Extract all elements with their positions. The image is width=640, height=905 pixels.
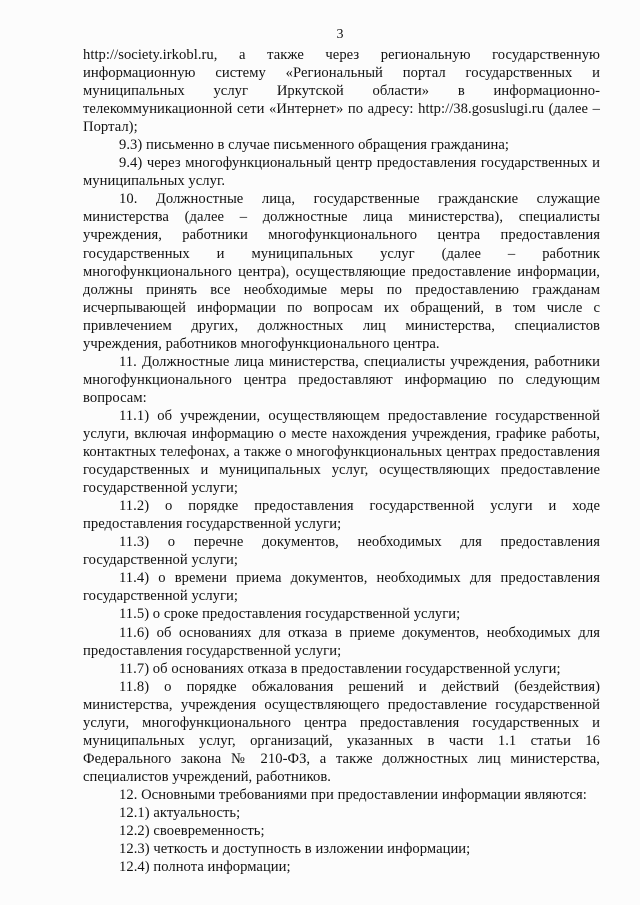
paragraph-12-3: 12.3) четкость и доступность в изложении информации; — [119, 841, 471, 858]
paragraph-12-4: 12.4) полнота информации; — [119, 859, 291, 876]
paragraph-11-6: 11.6) об основаниях для отказа в приеме документов, необходимых для предоставления государственной услуги; — [83, 624, 600, 659]
paragraph-11: 11. Должностные лица министерства, специалисты учреждения, работники многофункционального центра предоставляют информацию по следующим вопросам: — [83, 353, 600, 406]
paragraph-11-5: 11.5) о сроке предоставления государственной услуги; — [119, 606, 461, 623]
paragraph-11-4: 11.4) о времени приема документов, необходимых для предоставления государственной услуги; — [83, 570, 600, 605]
paragraph-12-1: 12.1) актуальность; — [119, 804, 241, 821]
paragraph-9-3: 9.3) письменно в случае письменного обращения гражданина; — [119, 137, 510, 154]
paragraph-11-2: 11.2) о порядке предоставления государственной услуги и ходе предоставления государственной услуги; — [83, 498, 600, 533]
paragraph-11-7: 11.7) об основаниях отказа в предоставлении государственной услуги; — [119, 660, 561, 677]
paragraph-11-3: 11.3) о перечне документов, необходимых для предоставления государственной услуги; — [83, 534, 600, 569]
page-number: 3 — [336, 27, 344, 42]
paragraph-11-1: 11.1) об учреждении, осуществляющем предоставление государственной услуги, включая информацию о месте нахождения учреждения, графике работы, контактных телефонах, а также о многофункциональных центрах предоставления государственных и муниципальных услуг, осуществляющих предоставление государственной услуги; — [83, 407, 600, 497]
document-body — [83, 46, 600, 876]
paragraph-11-8: 11.8) о порядке обжалования решений и действий (бездействия) министерства, учреждения осуществляющего предоставление государственной услуги, многофункционального центра предоставления государственных и муниципальных услуг, организаций, указанных в части 1.1 статьи 16 Федерального закона № 210-ФЗ, а также должностных лиц министерства, специалистов учреждений, работников. — [83, 678, 600, 785]
paragraph-12: 12. Основными требованиями при предоставлении информации являются: — [119, 786, 587, 803]
paragraph-10: 10. Должностные лица, государственные гражданские служащие министерства (далее – должностные лица министерства), специалисты учреждения, работники многофункционального центра предоставления государственных и муниципальных услуг (далее – работник многофункционального центра), осуществляющие предоставление информации, должны принять все необходимые меры по предоставлению гражданам исчерпывающей информации по вопросам их обращений, в том числе с привлечением других, должностных лиц министерства, специалистов учреждения, работников многофункционального центра. — [83, 191, 600, 352]
paragraph-portal-continuation: http://society.irkobl.ru, а также через региональную государственную информационную систему «Региональный портал государственных и муниципальных услуг Иркутской области» в информационно-телекоммуникационной сети «Интернет» по адресу: http://38.gosuslugi.ru (далее – Портал); — [83, 47, 600, 136]
paragraph-12-2: 12.2) своевременность; — [119, 823, 265, 840]
paragraph-9-4: 9.4) через многофункциональный центр предоставления государственных и муниципальных услуг. — [83, 155, 600, 190]
